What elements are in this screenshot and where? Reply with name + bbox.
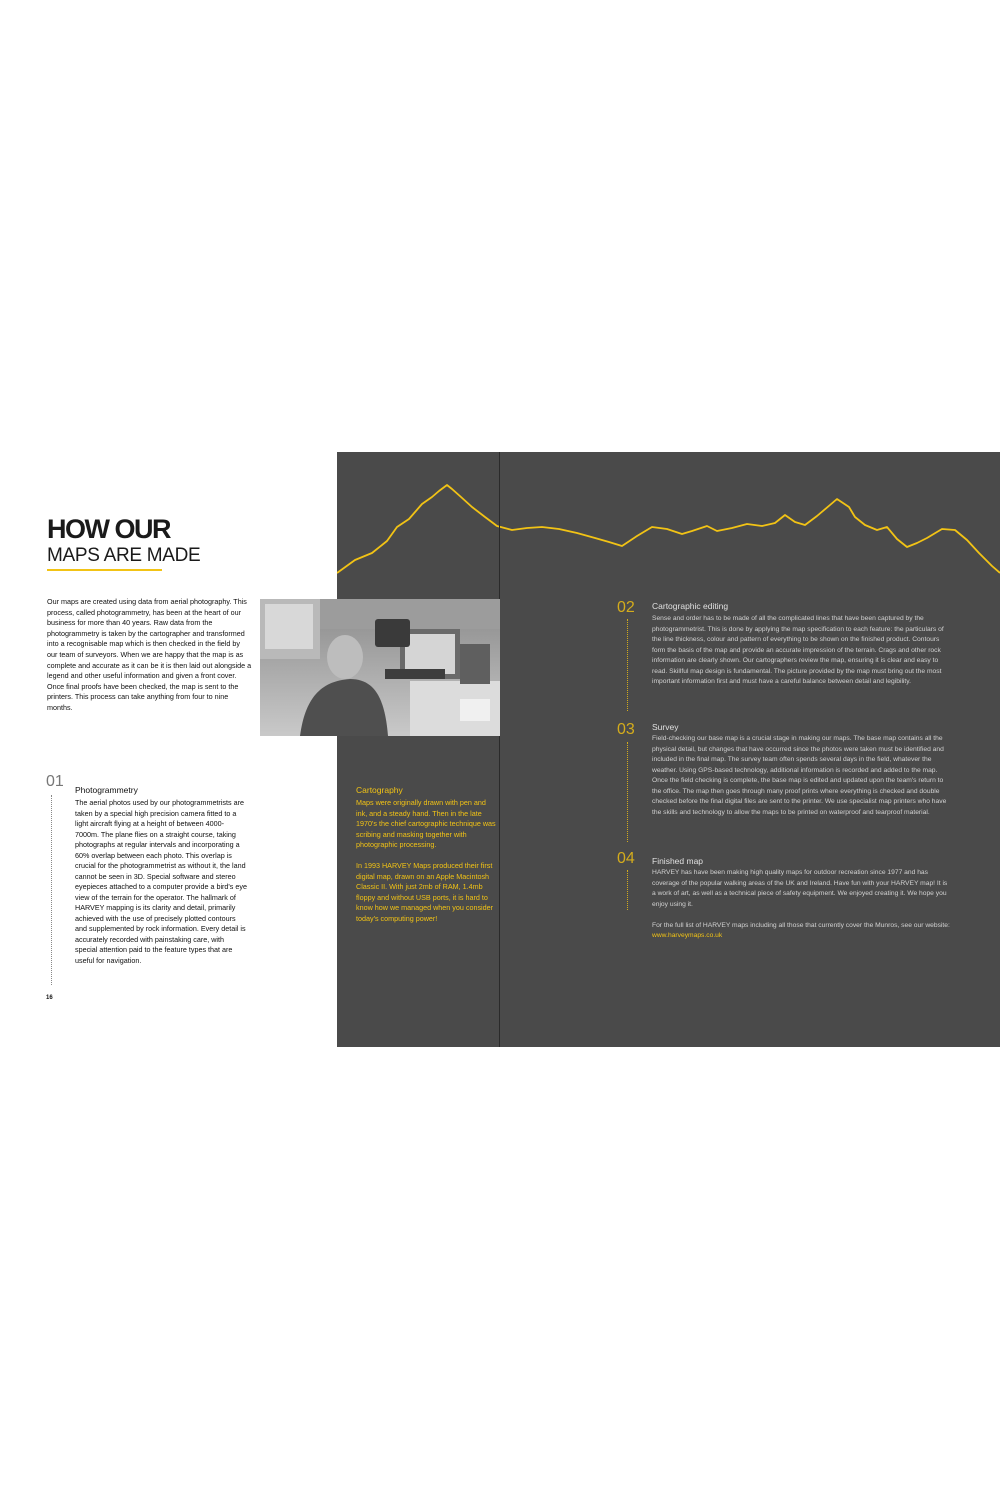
dotted-rule: [627, 870, 628, 910]
section-number-01: 01: [46, 773, 64, 790]
sidebar-paragraph-2: In 1993 HARVEY Maps produced their first digital map, drawn on an Apple Macintosh Classic II. With just 2mb of RAM, 1.4mb floppy and without USB ports, it is hard to know how we managed when you consider today's computing power!: [356, 861, 494, 923]
mountain-profile-line: [337, 452, 1000, 592]
title-underline: [47, 569, 162, 571]
page-title-line-2: MAPS ARE MADE: [47, 545, 201, 566]
dotted-rule: [627, 742, 628, 842]
dotted-rule: [51, 795, 52, 985]
section-number-02: 02: [617, 599, 635, 616]
section-number-04: 04: [617, 850, 635, 867]
section-body-cartographic-editing: Sense and order has to be made of all the complicated lines that have been captured by the photogrammetrist. This is done by applying the map specification to each feature: the particulars of the line thickness, colour and pattern of everything to be shown on the finished product. Contours form the basis of the map and provide an accurate impression of the terrain. Crags and other rock information are clearly shown. Our cartographers review the map, ensuring it is clear and easy to read. Skillful map design is fundamental. The picture provided by the map must bring out the most important information first and must have a careful balance between detail and legibility.: [652, 615, 944, 685]
page-title-line-1: HOW OUR: [47, 514, 170, 544]
finished-map-paragraph: HARVEY has have been making high quality maps for outdoor recreation since 1977 and has coverage of the popular walking areas of the UK and Ireland. Have fun with your HARVEY map! It is a work of art, as well as a technical piece of safety equipment. We enjoyed creating it. We hope you enjoy using it.: [652, 869, 948, 908]
intro-paragraph: Our maps are created using data from aerial photography. This process, called photogrammetry, has been at the heart of our business for more than 40 years. Raw data from the photogrammetry is taken by the cartographer and transformed into a recognisable map which is then checked in the field by our team of surveyors. When we are happy that the map is as complete and accurate as it can be it is then laid out alongside a legend and other useful information and given a front cover. Once final proofs have been checked, the map is sent to the printers. This process can take anything from four to nine months.: [47, 597, 252, 712]
section-number-03: 03: [617, 721, 635, 738]
sidebar-paragraph-1: Maps were originally drawn with pen and ink, and a steady hand. Then in the late 1970's the chief cartographic technique was scribing and masking together with photographic processing.: [356, 798, 496, 849]
sidebar-body-cartography: [356, 798, 498, 935]
section-title-cartographic-editing: Cartographic editing: [652, 601, 729, 611]
panel-divider: [499, 452, 500, 1047]
section-title-survey: Survey: [652, 722, 679, 732]
section-title-photogrammetry: Photogrammetry: [75, 785, 138, 795]
maps-list-note: For the full list of HARVEY maps including all those that currently cover the Munros, see our website:: [652, 921, 950, 929]
website-link[interactable]: www.harveymaps.co.uk: [652, 932, 723, 939]
section-body-photogrammetry: The aerial photos used by our photogrammetrists are taken by a special high precision camera fitted to a light aircraft flying at a height of between 4000-7000m. The plane flies on a straight course, taking photographs at regular intervals and incorporating a 60% overlap between each photo. This overlap is crucial for the photogrammetrist as without it, the land cannot be seen in 3D. Special software and stereo eyepieces attached to a computer provide a bird's eye view of the terrain for the operator. The hallmark of HARVEY mapping is its clarity and detail, primarily achieved with the use of precisely plotted contours and supplemented by rock information. Every detail is accurately recorded with painstaking care, with special attention paid to the feature types that are useful for navigation.: [75, 798, 247, 965]
page-number: 16: [46, 995, 53, 1001]
section-title-finished-map: Finished map: [652, 856, 704, 866]
dotted-rule: [627, 619, 628, 711]
photogrammetrist-photo: [260, 599, 500, 736]
sidebar-title-cartography: Cartography: [356, 785, 403, 795]
section-body-survey: Field-checking our base map is a crucial stage in making our maps. The base map contains all the physical detail, but changes that have occurred since the photos were taken must be identified and included in the final map. The survey team often spends several days in the field, whatever the weather. Using GPS-based technology, additional information is recorded and added to the map. Once the field checking is complete, the base map is edited and updated upon the team's return to the office. The map then goes through many proof prints where everything is checked and double checked before the final digital files are sent to the printer. We use specialist map printers who have the skills and technology to allow the maps to be printed on waterproof and tearproof material.: [652, 735, 947, 816]
section-body-finished-map: [652, 868, 952, 942]
